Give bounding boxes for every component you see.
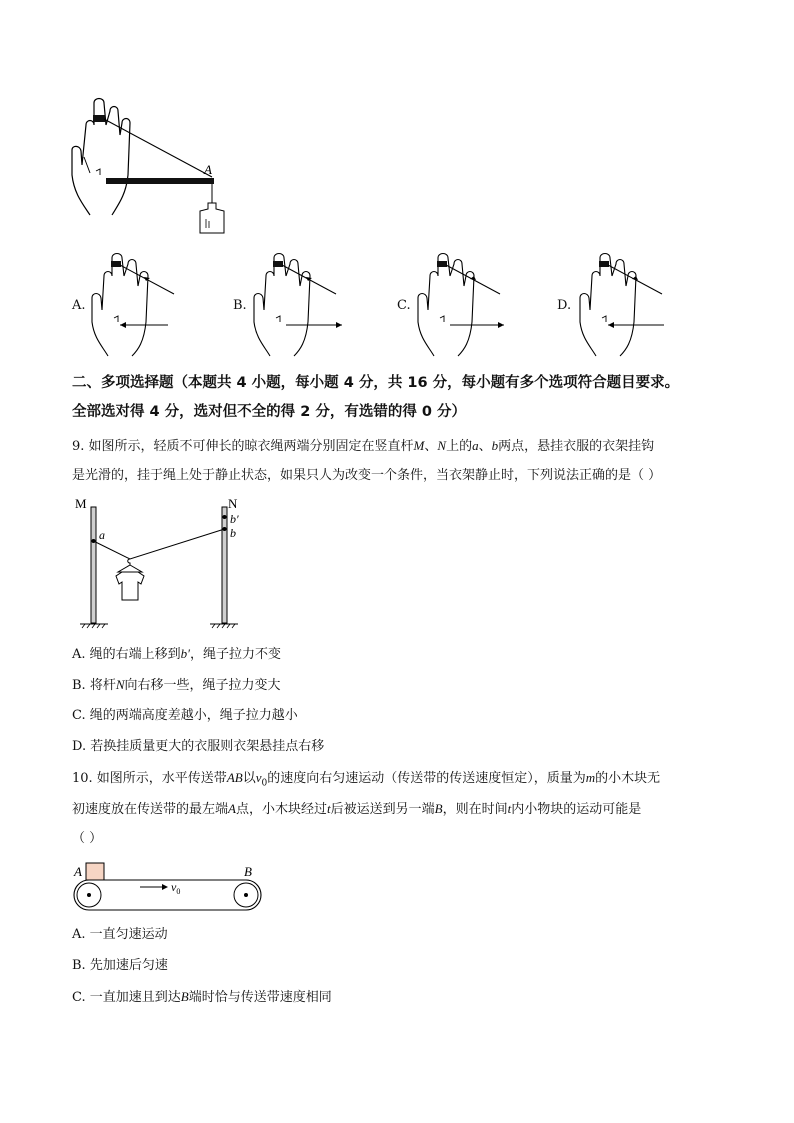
q10-option-c: C. 一直加速且到达B端时恰与传送带速度相同 <box>72 989 332 1005</box>
q9-option-d: D. 若换挂质量更大的衣服则衣架悬挂点右移 <box>72 739 325 754</box>
pole-m <box>91 507 96 623</box>
q9-label-b: b <box>230 526 236 540</box>
q8-option-d-figure <box>576 252 676 362</box>
section-heading-line2: 全部选对得 4 分，选对但不全的得 2 分，有选错的得 0 分） <box>72 404 467 420</box>
q9-label-a: a <box>99 528 105 542</box>
hanging-shirt <box>116 572 144 600</box>
finger-band <box>93 115 105 122</box>
q10-label-a: A <box>74 864 82 879</box>
q10-figure <box>72 858 272 918</box>
q10-stem-line2: 初速度放在传送带的最左端A点，小木块经过t后被运送到另一端B，则在时间t内小物块的运动可能是 <box>72 801 642 817</box>
string-line <box>104 119 212 177</box>
conveyor-belt <box>74 880 261 910</box>
q8-main-figure <box>60 95 250 245</box>
q8-option-d-label: D. <box>557 298 572 313</box>
q8-option-a-figure <box>88 252 188 362</box>
hanging-weight <box>200 203 224 233</box>
q10-option-b: B. 先加速后匀速 <box>72 958 168 973</box>
q9-label-b-prime: b′ <box>230 512 239 526</box>
q9-stem-line2: 是光滑的，挂于绳上处于静止状态，如果只人为改变一个条件，当衣架静止时，下列说法正确的是（ ） <box>72 468 662 483</box>
q8-option-b-label: B. <box>233 298 247 313</box>
q9-label-m: M <box>75 496 87 511</box>
wood-block <box>86 863 104 880</box>
q8-option-c-label: C. <box>397 298 411 313</box>
rod <box>106 178 214 184</box>
q9-option-c: C. 绳的两端高度差越小，绳子拉力越小 <box>72 708 298 723</box>
q10-velocity-label: $v_0$ <box>171 880 181 896</box>
clothesline-rope <box>94 529 225 559</box>
q8-option-b-figure <box>250 252 350 362</box>
clothes-hanger <box>118 559 142 572</box>
q8-option-a-label: A. <box>72 298 86 313</box>
q10-stem-line3: （ ） <box>72 831 103 846</box>
q10-label-b: B <box>244 864 252 879</box>
q9-stem-line1: 9. 如图所示，轻质不可伸长的晾衣绳两端分别固定在竖直杆M、N上的a、b两点，悬挂衣服的衣架挂钩 <box>72 438 655 454</box>
q9-option-a: A. 绳的右端上移到b′，绳子拉力不变 <box>72 646 282 662</box>
q9-figure <box>72 495 252 635</box>
q9-option-b: B. 将杆N向右移一些，绳子拉力变大 <box>72 677 281 693</box>
q10-option-a: A. 一直匀速运动 <box>72 927 168 942</box>
section-heading-line1: 二、多项选择题（本题共 4 小题，每小题 4 分，共 16 分，每小题有多个选项符合题目要求。 <box>72 375 680 391</box>
q9-label-n: N <box>228 496 238 511</box>
pole-n <box>222 507 227 623</box>
q10-stem-line1: 10. 如图所示，水平传送带AB以$v_0$的速度向右匀速运动（传送带的传送速度恒定），质量为m的小木块无 <box>72 770 661 789</box>
q8-point-label: A <box>204 162 212 177</box>
q8-option-c-figure <box>414 252 514 362</box>
